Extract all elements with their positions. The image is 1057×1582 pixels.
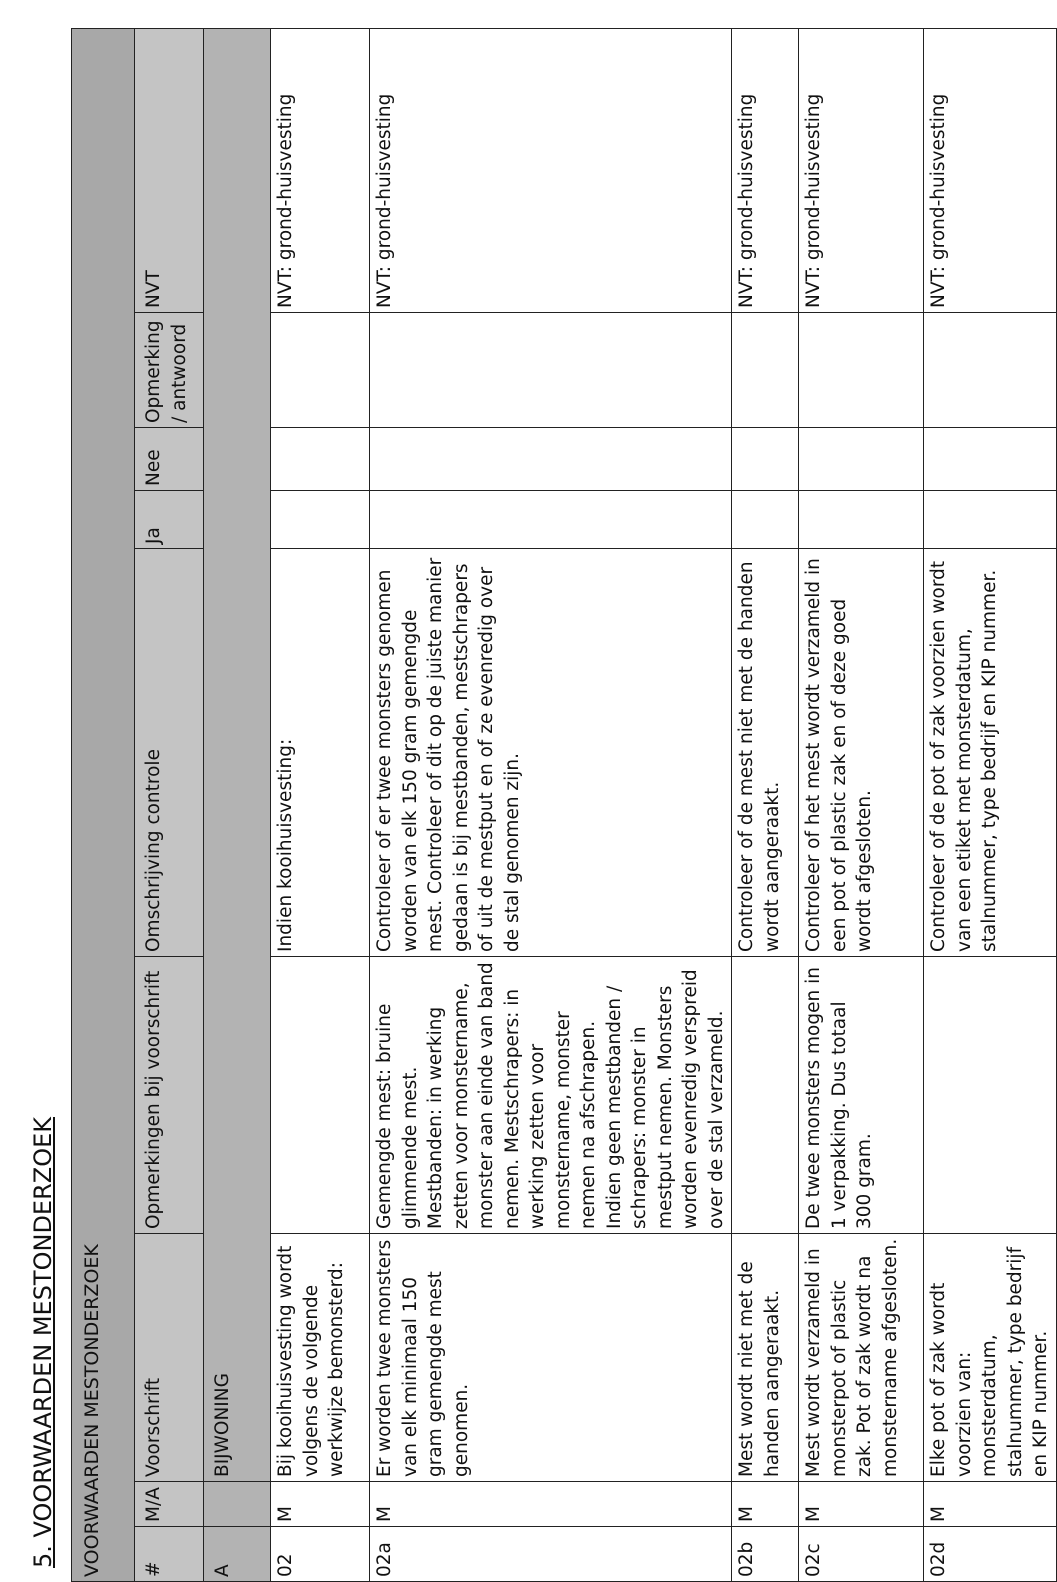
row-ja[interactable] (271, 491, 370, 549)
header-num: # (135, 1527, 204, 1582)
row-num: 02d (924, 1527, 1057, 1582)
header-opmerking: Opmerking / antwoord (135, 313, 204, 428)
row-opmerking[interactable] (799, 313, 924, 428)
section-code: A (204, 1527, 271, 1582)
row-nee[interactable] (271, 428, 370, 491)
table-row (370, 28, 732, 1581)
row-opmerking[interactable] (271, 313, 370, 428)
table-row (732, 28, 799, 1581)
row-ja[interactable] (370, 491, 732, 549)
section-row (204, 28, 271, 1581)
row-omschrijving: Controleer of de pot of zak voorzien wordt van een etiket met monsterdatum, stalnummer, type bedrijf en KIP nummer. (924, 549, 1057, 957)
row-ma: M (271, 1482, 370, 1527)
row-nvt: NVT: grond-huisvesting (799, 28, 924, 312)
row-voorschrift: Elke pot of zak wordt voorzien van: monsterdatum, stalnummer, type bedrijf en KIP nummer. (924, 1234, 1057, 1482)
header-nee: Nee (135, 428, 204, 491)
row-opmerkingen (271, 957, 370, 1234)
row-voorschrift: Mest wordt niet met de handen aangeraakt. (732, 1234, 799, 1482)
row-omschrijving: Controleer of het mest wordt verzameld in een pot of plastic zak en of deze goed wordt afgesloten. (799, 549, 924, 957)
header-voorschrift: Voorschrift (135, 1234, 204, 1482)
table-row (924, 28, 1057, 1581)
row-omschrijving: Indien kooihuisvesting: (271, 549, 370, 957)
header-nvt: NVT (135, 28, 204, 312)
section-title: BIJWONING (204, 28, 271, 1481)
header-omschrijving: Omschrijving controle (135, 549, 204, 957)
row-ma: M (370, 1482, 732, 1527)
row-ma: M (799, 1482, 924, 1527)
row-nee[interactable] (732, 428, 799, 491)
header-opmerkingen: Opmerkingen bij voorschrift (135, 957, 204, 1234)
row-num: 02c (799, 1527, 924, 1582)
voorwaarden-table-sheet (71, 29, 1051, 1582)
section-blank (204, 1482, 271, 1527)
row-nvt: NVT: grond-huisvesting (370, 28, 732, 312)
row-nvt: NVT: grond-huisvesting (924, 28, 1057, 312)
row-voorschrift: Bij kooihuisvesting wordt volgens de volgende werkwijze bemonsterd: (271, 1234, 370, 1482)
header-ma: M/A (135, 1482, 204, 1527)
row-ma: M (924, 1482, 1057, 1527)
row-nvt: NVT: grond-huisvesting (732, 28, 799, 312)
row-opmerking[interactable] (732, 313, 799, 428)
row-num: 02b (732, 1527, 799, 1582)
row-ja[interactable] (799, 491, 924, 549)
row-omschrijving: Controleer of er twee monsters genomen worden van elk 150 gram gemengde mest. Controleer of dit op de juiste manier gedaan is bij mestbanden, mestschrapers of uit de mestput en of ze evenredig over de stal genomen zijn. (370, 549, 732, 957)
table-title-row (72, 28, 135, 1581)
row-nvt: NVT: grond-huisvesting (271, 28, 370, 312)
page-title: 5. VOORWAARDEN MESTONDERZOEK (29, 1117, 57, 1568)
row-opmerkingen (924, 957, 1057, 1234)
row-omschrijving: Controleer of de mest niet met de handen wordt aangeraakt. (732, 549, 799, 957)
row-num: 02a (370, 1527, 732, 1582)
row-voorschrift: Mest wordt verzameld in monsterpot of plastic zak. Pot of zak wordt na monstername afgesloten. (799, 1234, 924, 1482)
table-title: VOORWAARDEN MESTONDERZOEK (72, 28, 135, 1581)
row-nee[interactable] (924, 428, 1057, 491)
table-row (271, 28, 370, 1581)
table-row (799, 28, 924, 1581)
row-opmerking[interactable] (370, 313, 732, 428)
row-nee[interactable] (799, 428, 924, 491)
row-opmerking[interactable] (924, 313, 1057, 428)
row-nee[interactable] (370, 428, 732, 491)
row-ja[interactable] (924, 491, 1057, 549)
row-num: 02 (271, 1527, 370, 1582)
row-opmerkingen: De twee monsters mogen in 1 verpakking. Dus totaal 300 gram. (799, 957, 924, 1234)
header-row (135, 28, 204, 1581)
header-ja: Ja (135, 491, 204, 549)
row-ma: M (732, 1482, 799, 1527)
row-opmerkingen: Gemengde mest: bruine glimmende mest. Mestbanden: in werking zetten voor monstername, monster aan einde van band nemen. Mestschrapers: in werking zetten voor monstername, monster nemen na afschrapen. Indien geen mestbanden / schrapers: monster in mestput nemen. Monsters worden evenredig verspreid over de stal verzameld. (370, 957, 732, 1234)
row-ja[interactable] (732, 491, 799, 549)
row-opmerkingen (732, 957, 799, 1234)
row-voorschrift: Er worden twee monsters van elk minimaal 150 gram gemengde mest genomen. (370, 1234, 732, 1482)
voorwaarden-table (71, 28, 1057, 1582)
